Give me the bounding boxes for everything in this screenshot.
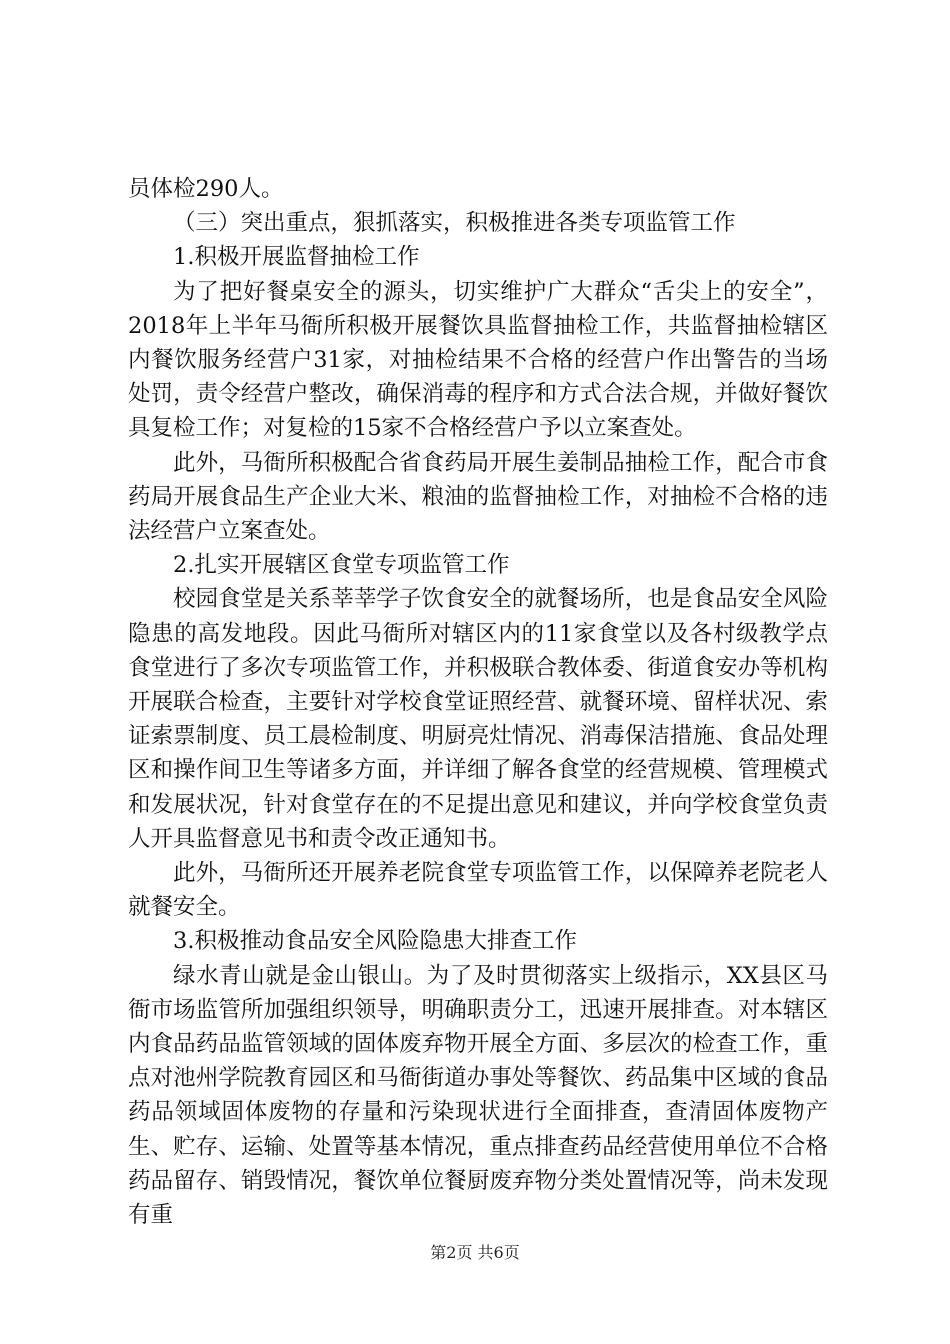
paragraph: 此外，马衙所还开展养老院食堂专项监管工作，以保障养老院老人就餐安全。 — [128, 860, 828, 921]
subheading-1: 1.积极开展监督抽检工作 — [173, 244, 420, 271]
paragraph-continuation: 员体检290人。 — [128, 176, 284, 202]
paragraph: 此外，马衙所积极配合省食药局开展生姜制品抽检工作，配合市食药局开展食品生产企业大米、粮油的监督抽检工作，对抽检不合格的违法经营户立案查处。 — [128, 449, 828, 545]
subheading-2: 2.扎实开展辖区食堂专项监管工作 — [173, 552, 510, 579]
paragraph: 校园食堂是关系莘莘学子饮食安全的就餐场所，也是食品安全风险隐患的高发地段。因此马衙所对辖区内的11家食堂以及各村级教学点食堂进行了多次专项监管工作，并积极联合教体委、街道食安办等机构开展联合检查，主要针对学校食堂证照经营、就餐环境、留样状况、索证索票制度、员工晨检制度、明厨亮灶情况、消毒保洁措施、食品处理区和操作间卫生等诸多方面，并详细了解各食堂的经营规模、管理模式和发展状况，针对食堂存在的不足提出意见和建议，并向学校食堂负责人开具监督意见书和责令改正通知书。 — [128, 586, 828, 852]
paragraph: 为了把好餐桌安全的源头，切实维护广大群众“舌尖上的安全”，2018年上半年马衙所积极开展餐饮具监督抽检工作，共监督抽检辖区内餐饮服务经营户31家，对抽检结果不合格的经营户作出警告的当场处罚，责令经营户整改，确保消毒的程序和方式合法合规，并做好餐饮具复检工作；对复检的15家不合格经营户予以立案查处。 — [128, 278, 828, 442]
section-heading-3: （三）突出重点，狠抓落实，积极推进各类专项监管工作 — [173, 210, 736, 237]
page-number-footer: 第2页 共6页 — [430, 1243, 520, 1262]
document-body — [128, 172, 828, 1232]
subheading-3: 3.积极推动食品安全风险隐患大排查工作 — [173, 928, 577, 955]
paragraph: 绿水青山就是金山银山。为了及时贯彻落实上级指示，XX县区马衙市场监管所加强组织领导，明确职责分工，迅速开展排查。对本辖区内食品药品监管领域的固体废弃物开展全方面、多层次的检查工作，重点对池州学院教育园区和马衙街道办事处等餐饮、药品集中区域的食品药品领域固体废物的存量和污染现状进行全面排查，查清固体废物产生、贮存、运输、处置等基本情况，重点排查药品经营使用单位不合格药品留存、销毁情况，餐饮单位餐厨废弃物分类处置情况等，尚未发现有重 — [128, 962, 828, 1229]
